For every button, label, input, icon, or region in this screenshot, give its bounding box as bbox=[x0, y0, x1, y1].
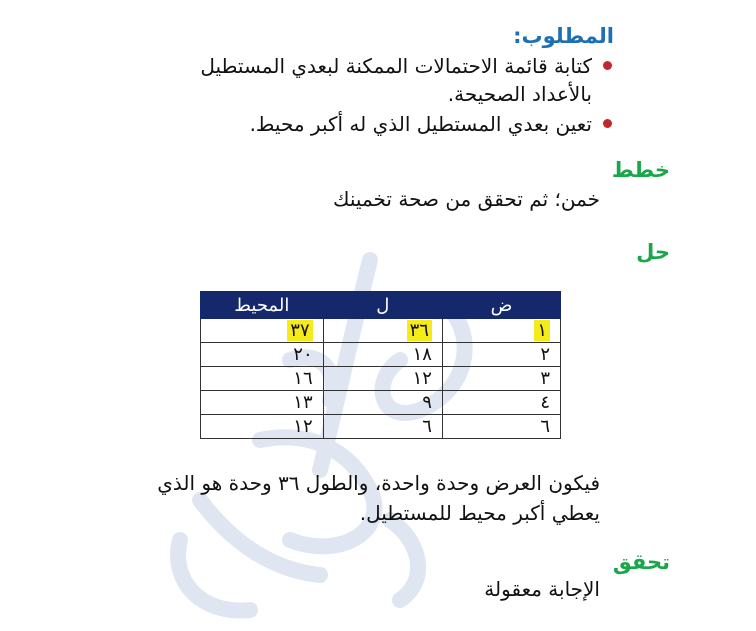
required-list bbox=[144, 52, 614, 138]
table-header-row bbox=[201, 292, 561, 319]
table-row bbox=[201, 415, 561, 439]
table-row bbox=[201, 343, 561, 367]
table-cell: ٩ bbox=[323, 391, 442, 415]
table-row bbox=[201, 391, 561, 415]
bullet-dot-icon bbox=[603, 61, 612, 70]
required-item-text: تعين بعدي المستطيل الذي له أكبر محيط. bbox=[249, 112, 592, 136]
table-cell bbox=[323, 319, 442, 343]
header-perimeter: المحيط bbox=[201, 292, 324, 319]
header-length: ل bbox=[323, 292, 442, 319]
bullet-dot-icon bbox=[603, 119, 612, 128]
table-cell: ٦ bbox=[323, 415, 442, 439]
table-cell: ١٦ bbox=[201, 367, 324, 391]
check-heading: تحقق bbox=[612, 550, 670, 574]
required-item-text: كتابة قائمة الاحتمالات الممكنة لبعدي المستطيل بالأعداد الصحيحة. bbox=[200, 54, 592, 106]
header-width: ض bbox=[442, 292, 560, 319]
solve-heading: حل bbox=[636, 240, 670, 264]
table-cell: ١٨ bbox=[323, 343, 442, 367]
required-heading: المطلوب: bbox=[513, 24, 614, 48]
plan-text: خمن؛ ثم تحقق من صحة تخمينك bbox=[333, 187, 600, 211]
table-cell: ١٢ bbox=[201, 415, 324, 439]
check-text: الإجابة معقولة bbox=[484, 577, 600, 601]
highlighted-value: ٣٦ bbox=[407, 320, 432, 341]
table-cell: ١٢ bbox=[323, 367, 442, 391]
required-item bbox=[144, 52, 614, 108]
plan-heading: خطط bbox=[611, 158, 670, 182]
table-cell: ٤ bbox=[442, 391, 560, 415]
table-cell bbox=[442, 319, 560, 343]
conclusion-text: فيكون العرض وحدة واحدة، والطول ٣٦ وحدة هو الذي يعطي أكبر محيط للمستطيل. bbox=[157, 471, 600, 525]
table-row bbox=[201, 367, 561, 391]
highlighted-value: ٣٧ bbox=[287, 320, 312, 341]
table-cell: ١٣ bbox=[201, 391, 324, 415]
highlighted-value: ١ bbox=[534, 320, 550, 341]
table-cell: ٢٠ bbox=[201, 343, 324, 367]
table-cell: ٦ bbox=[442, 415, 560, 439]
required-item bbox=[144, 110, 614, 138]
table-row bbox=[201, 319, 561, 343]
table-cell bbox=[201, 319, 324, 343]
solution-table bbox=[200, 291, 561, 439]
table-cell: ٣ bbox=[442, 367, 560, 391]
table-cell: ٢ bbox=[442, 343, 560, 367]
